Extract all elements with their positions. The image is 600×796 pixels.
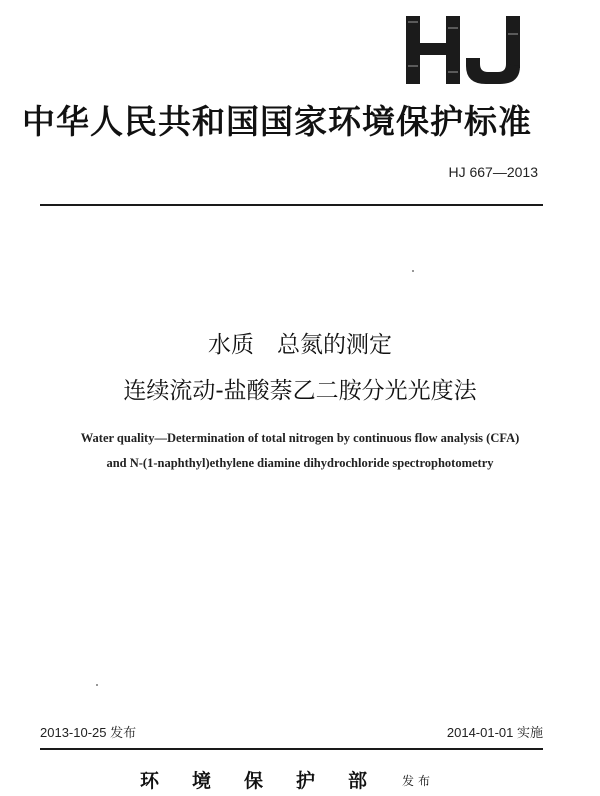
- issuing-authority: 中华人民共和国国家环境保护标准: [22, 102, 532, 141]
- standard-code: HJ 667—2013: [448, 164, 538, 180]
- header-divider: [40, 204, 543, 206]
- footer-divider: [40, 748, 543, 750]
- scan-speck: [412, 270, 414, 272]
- title-chinese-line2: 连续流动-盐酸萘乙二胺分光光度法: [123, 378, 477, 404]
- implementation-date: 2014-01-01 实施: [446, 725, 543, 740]
- publisher-suffix: 发布: [402, 774, 435, 788]
- hj-logo: [402, 14, 530, 86]
- hj-logo-mark: [402, 14, 530, 86]
- title-english: Water quality—Determination of total nitrogen by continuous flow analysis (CFA) and N-(1-naphthyl)ethylene diamine dihydrochloride spectrophotometry: [80, 431, 520, 470]
- publisher: 环境保护部: [140, 770, 401, 792]
- issue-date: 2013-10-25 发布: [40, 725, 137, 740]
- scan-speck: [96, 684, 98, 686]
- title-chinese-line1: 水质 总氮的测定: [208, 332, 392, 358]
